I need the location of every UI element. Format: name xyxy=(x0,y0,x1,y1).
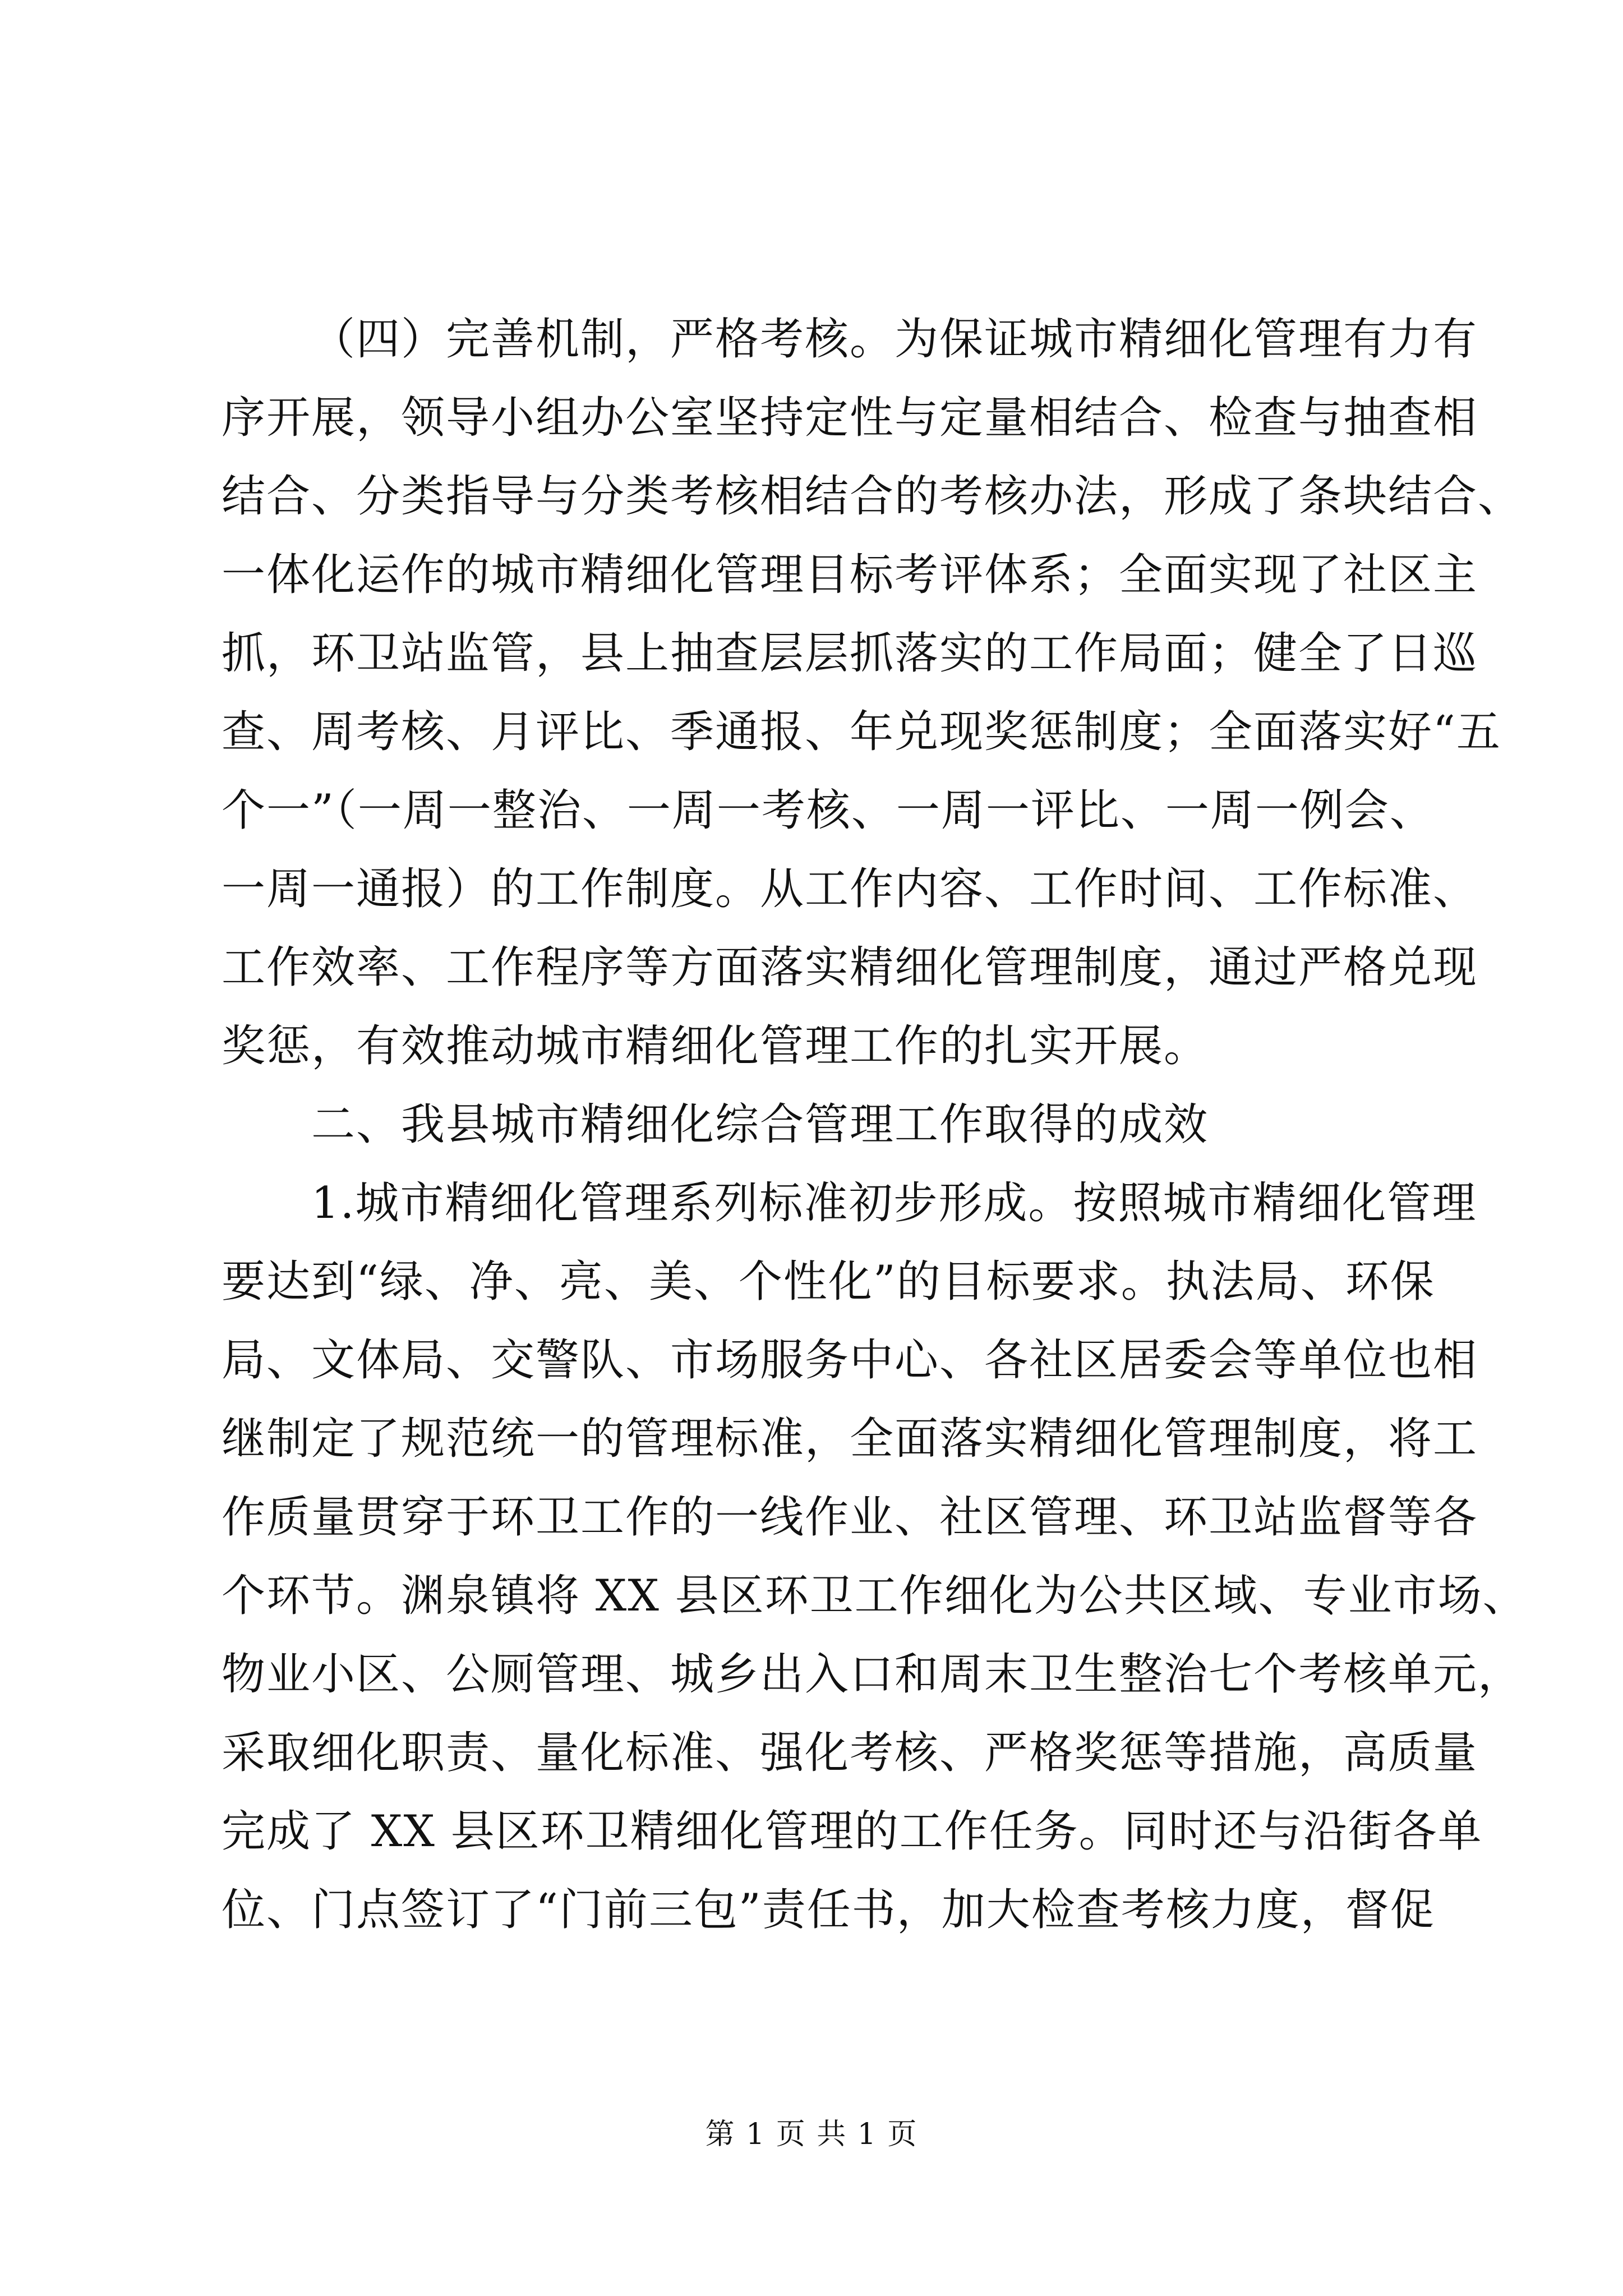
paragraph-line: 个环节。渊泉镇将 XX 县区环卫工作细化为公共区域、专业市场、 xyxy=(222,1571,1528,1621)
paragraph-line: （四）完善机制，严格考核。为保证城市精细化管理有力有 xyxy=(311,314,1478,365)
paragraph-line: 采取细化职责、量化标准、强化考核、严格奖惩等措施，高质量 xyxy=(222,1728,1478,1778)
paragraph-line: 奖惩，有效推动城市精细化管理工作的扎实开展。 xyxy=(222,1021,1209,1071)
paragraph-line: 个一”（一周一整治、一周一考核、一周一评比、一周一例会、 xyxy=(222,785,1435,836)
paragraph-line: 完成了 XX 县区环卫精细化管理的工作任务。同时还与沿街各单 xyxy=(222,1806,1483,1857)
paragraph-line: 工作效率、工作程序等方面落实精细化管理制度，通过严格兑现 xyxy=(222,942,1478,993)
paragraph-line: 查、周考核、月评比、季通报、年兑现奖惩制度；全面落实好“五 xyxy=(222,707,1501,757)
paragraph-line: 序开展，领导小组办公室坚持定性与定量相结合、检查与抽查相 xyxy=(222,393,1478,443)
paragraph-line: 位、门点签订了“门前三包”责任书，加大检查考核力度，督促 xyxy=(222,1885,1435,1935)
paragraph-line: 继制定了规范统一的管理标准，全面落实精细化管理制度，将工 xyxy=(222,1414,1478,1464)
paragraph-line: 抓，环卫站监管，县上抽查层层抓落实的工作局面；健全了日巡 xyxy=(222,628,1478,679)
paragraph-line: 局、文体局、交警队、市场服务中心、各社区居委会等单位也相 xyxy=(222,1335,1478,1386)
paragraph-line: 结合、分类指导与分类考核相结合的考核办法，形成了条块结合、 xyxy=(222,471,1523,522)
paragraph-line: 一周一通报）的工作制度。从工作内容、工作时间、工作标准、 xyxy=(222,864,1478,914)
paragraph-line: 作质量贯穿于环卫工作的一线作业、社区管理、环卫站监督等各 xyxy=(222,1492,1478,1543)
page-number-footer: 第 1 页 共 1 页 xyxy=(705,2118,918,2151)
paragraph-line: 要达到“绿、净、亮、美、个性化”的目标要求。执法局、环保 xyxy=(222,1257,1435,1307)
paragraph-line: 1.城市精细化管理系列标准初步形成。按照城市精细化管理 xyxy=(311,1178,1477,1228)
paragraph-line: 一体化运作的城市精细化管理目标考评体系；全面实现了社区主 xyxy=(222,550,1478,600)
section-heading: 二、我县城市精细化综合管理工作取得的成效 xyxy=(311,1099,1209,1150)
paragraph-line: 物业小区、公厕管理、城乡出入口和周末卫生整治七个考核单元， xyxy=(222,1649,1523,1700)
